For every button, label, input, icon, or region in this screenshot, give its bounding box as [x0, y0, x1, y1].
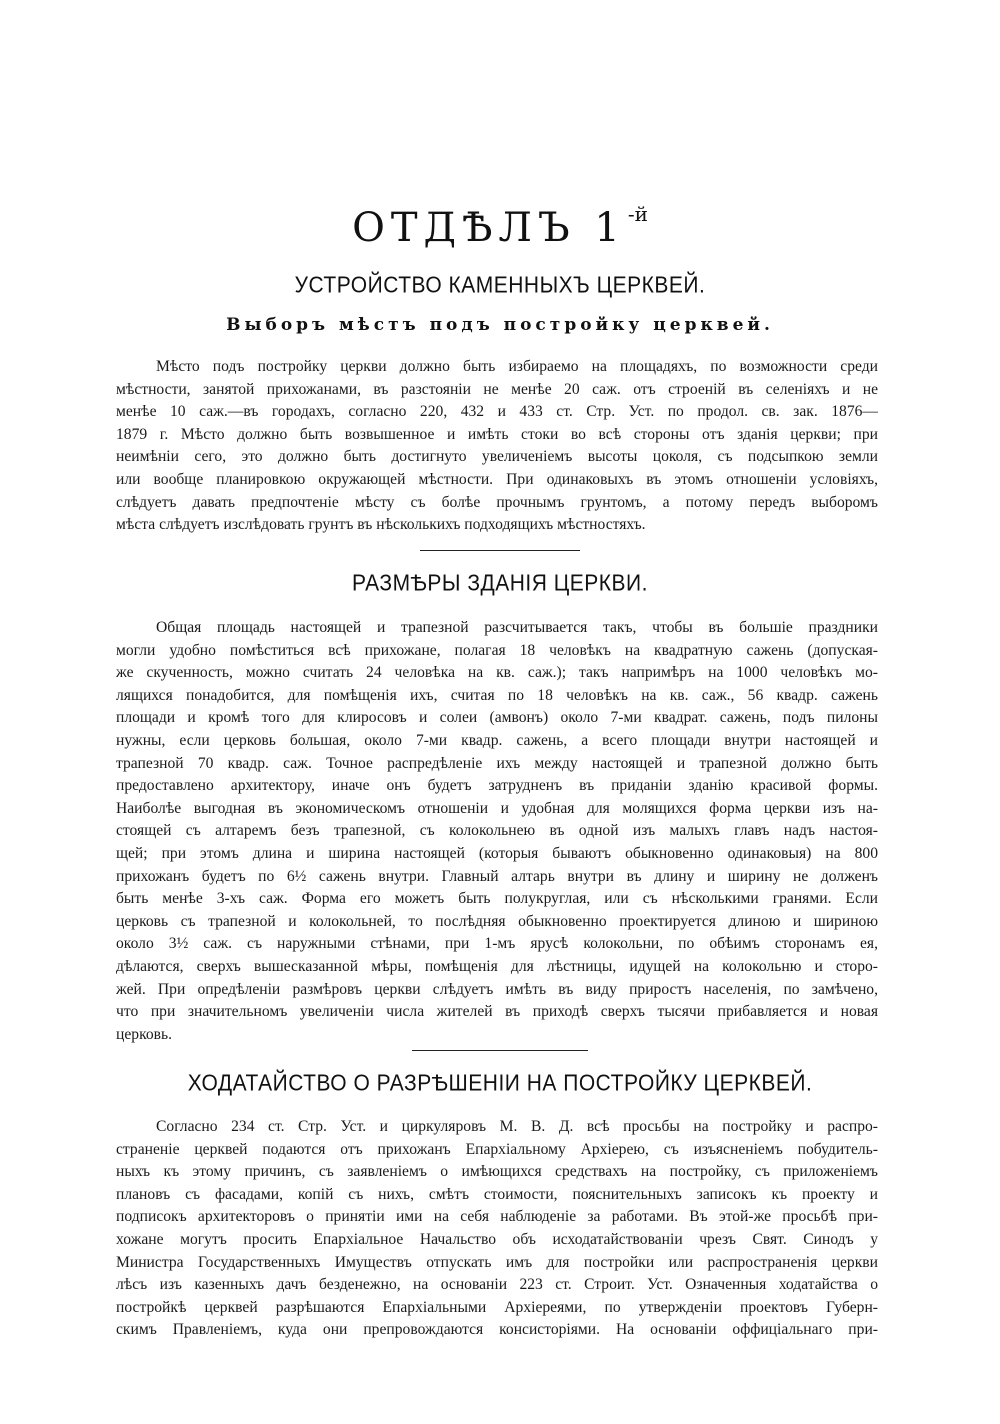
text-line: щей; при этомъ длина и ширина настоящей (которыя бываютъ обыкновенно одинаковыя) на 800	[116, 844, 878, 862]
text-line: мѣстности, занятой прихожанами, въ разстояніи не менѣе 20 саж. отъ строеній въ селеніяхъ и не	[116, 380, 878, 398]
text-line: дѣлаются, сверхъ вышесказанной мѣры, помѣщенія для лѣстницы, идущей на колокольню и сторо-	[116, 957, 878, 975]
text-line: страненіе церквей подаются отъ прихожанъ Епархіальному Архіерею, съ изъясненіемъ побудитель-	[116, 1140, 878, 1158]
text-line: прихожанъ будетъ по 6½ сажень внутри. Главный алтарь внутри въ длину и ширину не долженъ	[116, 867, 878, 885]
text-line: что при значительномъ увеличеніи числа жителей въ приходѣ сверхъ тысячи прибавляется и новая	[116, 1003, 878, 1021]
text-line: стоящей съ алтаремъ безъ трапезной, съ колокольнею въ одной изъ малыхъ главъ надъ настоя-	[116, 822, 878, 840]
text-line: менѣе 10 саж.—въ городахъ, согласно 220, 432 и 433 ст. Стр. Уст. по продол. св. зак. 1876—	[116, 403, 878, 421]
text-line: церковь съ трапезной и колокольней, то послѣдняя обыкновенно проектируется длиною и шириною	[116, 912, 878, 930]
text-line: лѣсъ изъ казенныхъ дачъ безденежно, на основаніи 223 ст. Строит. Уст. Означенныя ходатайства о	[116, 1276, 878, 1294]
text-line: 1879 г. Мѣсто должно быть возвышенное и имѣть стоки во всѣ стороны отъ зданія церкви; при	[116, 425, 878, 443]
text-line: или вообще планировкою окружающей мѣстности. При одинаковыхъ въ этомъ отношеніи условіяхъ,	[116, 470, 878, 488]
text-line: быть менѣе 3-хъ саж. Форма его можетъ быть полукруглая, или съ нѣсколькими гранями. Если	[116, 890, 878, 908]
text-line: Министра Государственныхъ Имуществъ отпускать имъ для постройки или распространенія церкви	[116, 1253, 878, 1271]
text-line: нужны, если церковь большая, около 7-ми квадр. сажень, а всего площади внутри настоящей и	[116, 731, 878, 749]
subsection-title-site-selection: Выборъ мѣстъ подъ постройку церквей.	[226, 315, 774, 335]
section-title-stone-churches: УСТРОЙСТВО КАМЕННЫХЪ ЦЕРКВЕЙ.	[294, 272, 706, 299]
text-line: постройкѣ церквей разрѣшаются Епархіальными Архіереями, по утвержденіи проектовъ Губерн-	[116, 1298, 878, 1316]
text-line: лящихся понадобится, для помѣщенія ихъ, считая по 18 человѣкъ на кв. саж., 56 квадр. сажень	[116, 686, 878, 704]
text-line: около 3½ саж. съ наружными стѣнами, при 1-мъ ярусѣ колокольни, по обѣимъ сторонамъ ея,	[116, 935, 878, 953]
text-line: могли удобно помѣститься всѣ прихожане, полагая 18 человѣкъ на квадратную сажень (допуская-	[116, 641, 878, 659]
text-line: предоставлено архитектору, иначе онъ будетъ затрудненъ въ приданіи зданію красивой формы.	[116, 777, 878, 795]
paragraph-church-dimensions	[116, 617, 878, 1046]
text-line: ныхъ къ этому причинъ, съ заявленіемъ о имѣющихся средствахъ на постройку, съ приложеніемъ	[116, 1163, 878, 1181]
text-line: трапезной 70 квадр. саж. Точное распредѣленіе ихъ между настоящей и трапезной должно быть	[116, 754, 878, 772]
text-line: церковь.	[116, 1025, 173, 1043]
text-line: плановъ съ фасадами, копій съ нихъ, смѣтъ стоимости, пояснительныхъ записокъ къ проекту и	[116, 1185, 878, 1203]
text-line: Наиболѣе выгодная въ экономическомъ отношеніи и удобная для молящихся форма церкви изъ на-	[116, 799, 878, 817]
text-line: Общая площадь настоящей и трапезной разсчитывается такъ, чтобы въ большіе праздники	[156, 619, 878, 636]
section-title-church-dimensions: РАЗМѢРЫ ЗДАНІЯ ЦЕРКВИ.	[352, 570, 648, 597]
section-divider	[420, 550, 580, 551]
text-line: неимѣніи сего, это должно быть достигнуто увеличеніемъ высоты цоколя, съ подсыпкою земли	[116, 448, 878, 466]
text-line: жей. При опредѣленіи размѣровъ церкви слѣдуетъ имѣть въ виду приростъ населенія, по замѣчено,	[116, 980, 878, 998]
paragraph-construction-petition	[116, 1116, 878, 1342]
text-line: площади и кромѣ того для клиросовъ и солеи (амвонъ) около 7-ми квадрат. сажень, подъ пилоны	[116, 709, 878, 727]
chapter-title-suffix: -й	[627, 202, 648, 226]
chapter-title-text: ОТДѢЛЪ 1	[352, 205, 626, 251]
text-line: Мѣсто подъ постройку церкви должно быть избираемо на площадяхъ, по возможности среди	[156, 358, 878, 375]
section-divider	[412, 1050, 588, 1051]
text-line: скимъ Правленіемъ, куда они препровождаются консисторіями. На основаніи оффиціальнаго при-	[116, 1321, 878, 1339]
text-line: Согласно 234 ст. Стр. Уст. и циркуляровъ М. В. Д. всѣ просьбы на постройку и распро-	[156, 1118, 878, 1135]
text-line: слѣдуетъ давать предпочтеніе мѣсту съ болѣе прочнымъ грунтомъ, а потому передъ выборомъ	[116, 493, 878, 511]
text-line: подписокъ архитекторовъ о принятіи ими на себя наблюденіе за работами. Въ этой-же просьбѣ при-	[116, 1208, 878, 1226]
paragraph-site-selection	[116, 356, 878, 537]
section-title-construction-petition: ХОДАТАЙСТВО О РАЗРѢШЕНІИ НА ПОСТРОЙКУ ЦЕРКВЕЙ.	[187, 1070, 813, 1097]
text-line: хожане могутъ просить Епархіальное Начальство объ исходатайствованіи чрезъ Свят. Синодъ у	[116, 1230, 878, 1248]
chapter-title	[0, 202, 1000, 251]
text-line: мѣста слѣдуетъ изслѣдовать грунтъ въ нѣсколькихъ подходящихъ мѣстностяхъ.	[116, 516, 646, 534]
text-line: же скученность, можно считать 24 человѣка на кв. саж.); такъ напримѣръ на 1000 человѣкъ мо-	[116, 664, 878, 682]
